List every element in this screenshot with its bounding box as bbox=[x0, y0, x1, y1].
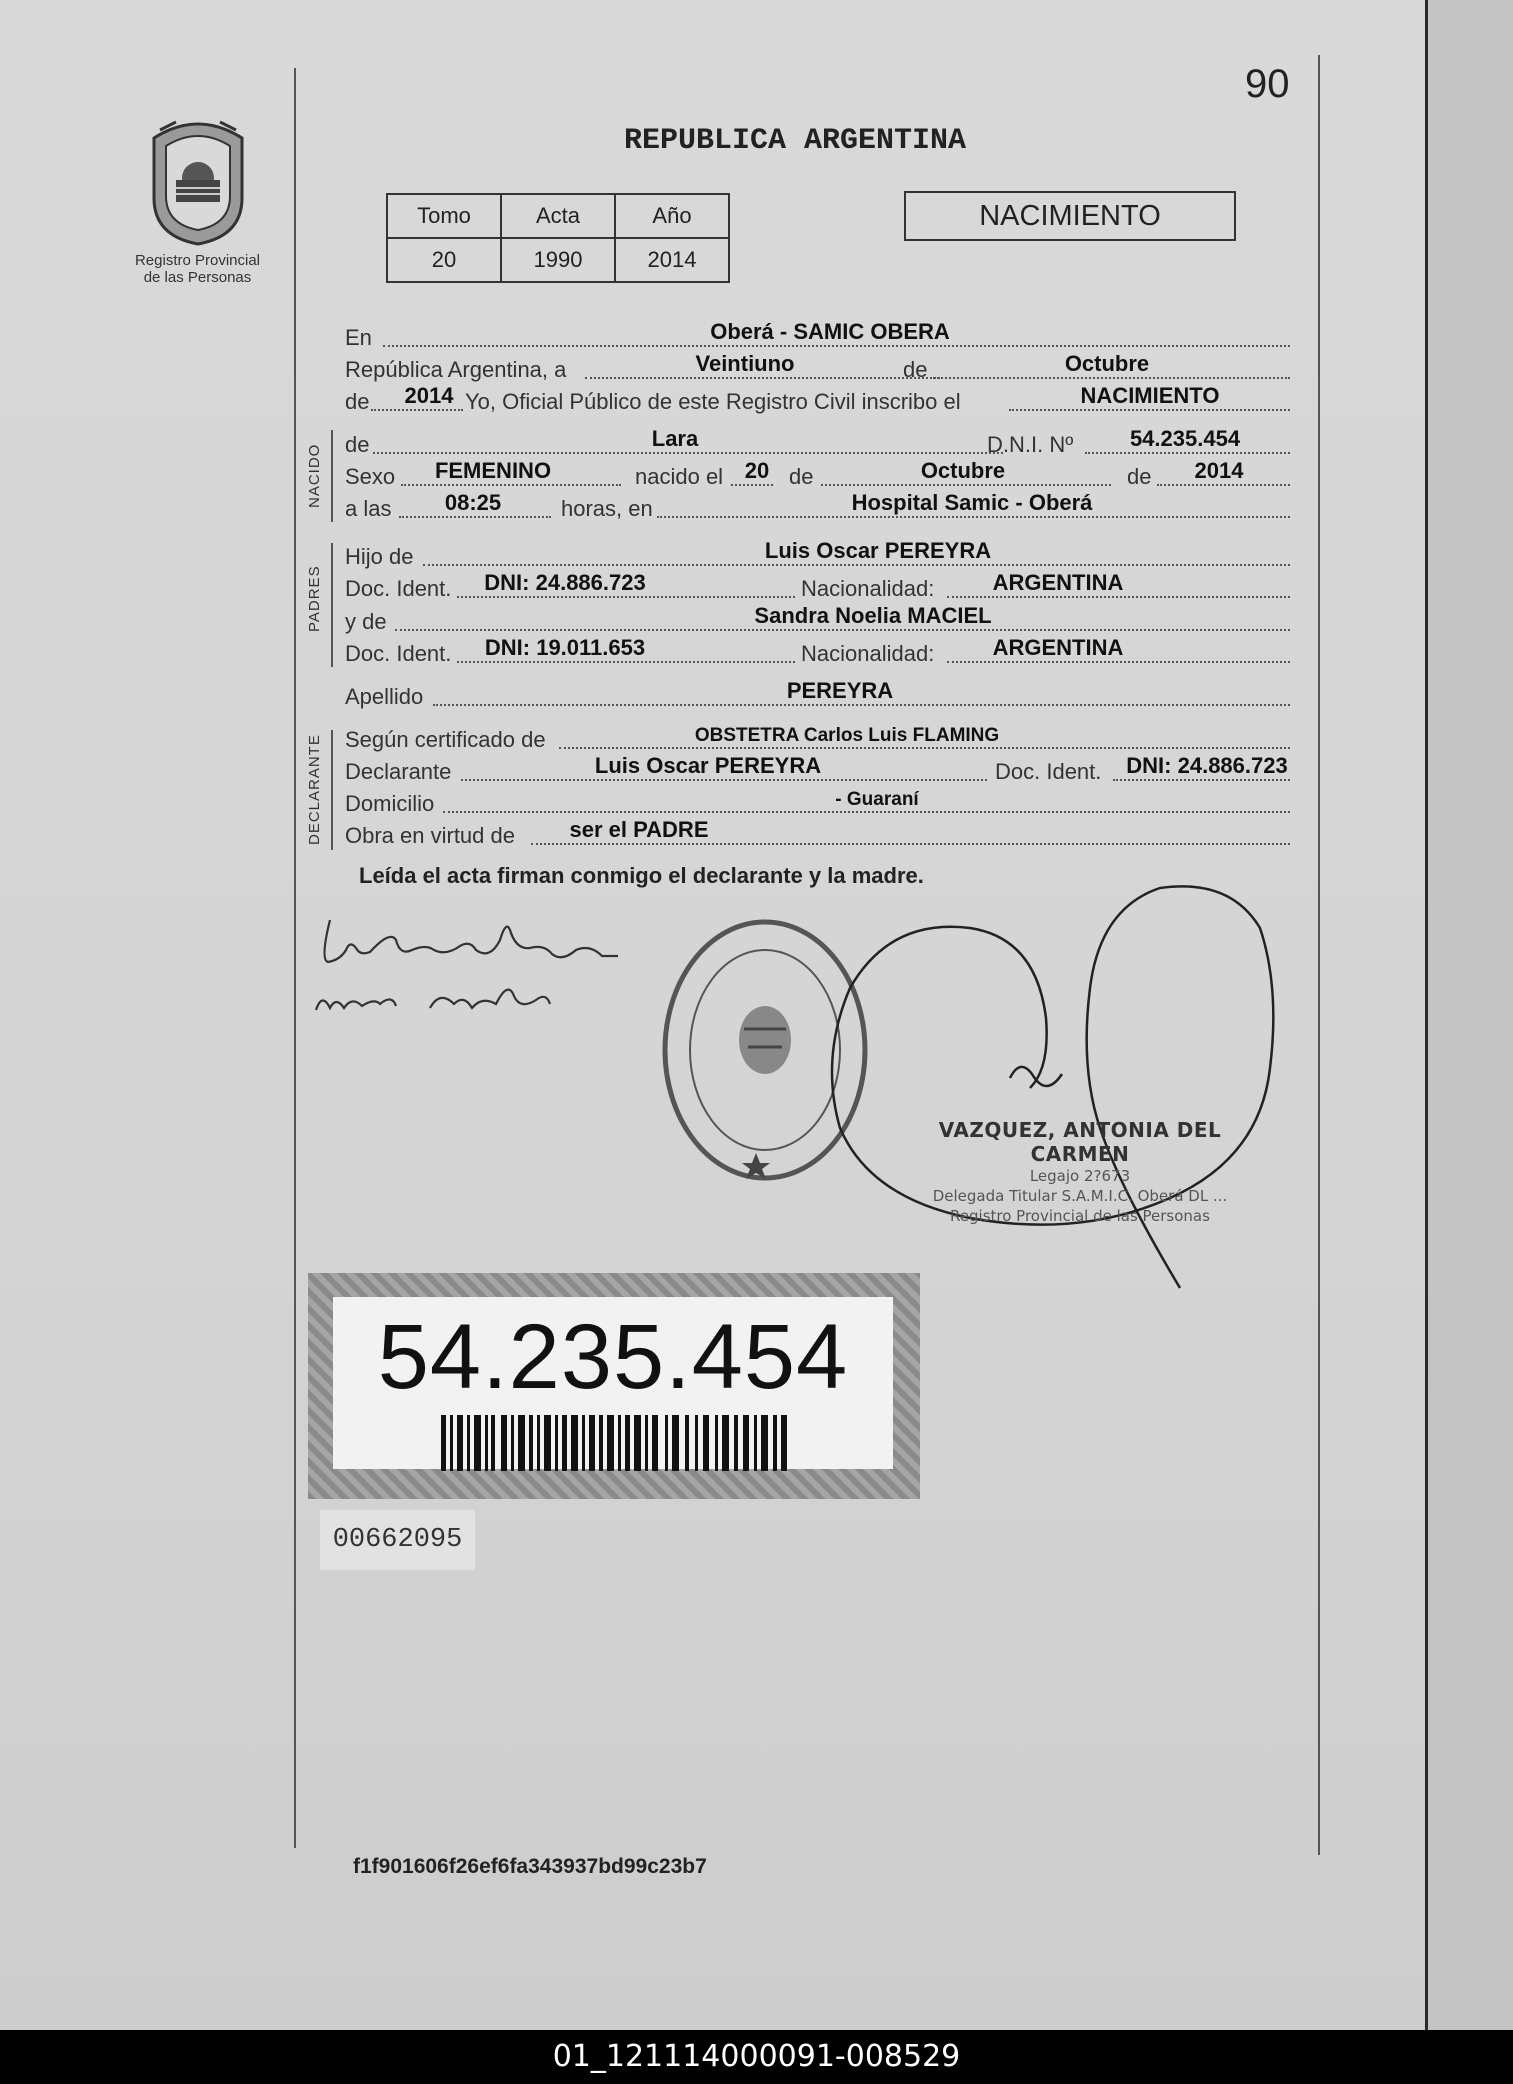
label-a-las: a las bbox=[345, 496, 392, 521]
official-registry: Registro Provincial de las Personas bbox=[950, 1207, 1210, 1225]
label-sexo: Sexo bbox=[345, 464, 396, 489]
value-birth-month: Octubre bbox=[920, 458, 1006, 483]
misiones-seal-icon bbox=[146, 118, 250, 248]
registry-header-tomo: Tomo bbox=[387, 194, 501, 238]
value-obra: ser el PADRE bbox=[569, 817, 709, 842]
label-declarante-doc: Doc. Ident. bbox=[995, 759, 1102, 784]
official-role: Delegada Titular S.A.M.I.C. Oberá DL ... bbox=[932, 1187, 1228, 1205]
registry-value-acta: 1990 bbox=[501, 238, 615, 282]
label-mother-doc: Doc. Ident. bbox=[345, 641, 452, 666]
value-mother-nationality: ARGENTINA bbox=[992, 635, 1124, 660]
row-en bbox=[345, 321, 1290, 355]
dni-sticker-number: 54.235.454 bbox=[377, 1306, 849, 1408]
value-child-name: Lara bbox=[651, 426, 699, 451]
row-father bbox=[345, 540, 1290, 574]
registry-value-anio: 2014 bbox=[615, 238, 729, 282]
label-father-nationality: Nacionalidad: bbox=[801, 576, 935, 601]
registry-value-tomo: 20 bbox=[387, 238, 501, 282]
official-legajo: Legajo 2?673 bbox=[1029, 1167, 1131, 1185]
row-apellido bbox=[345, 680, 1290, 714]
official-name: VAZQUEZ, ANTONIA DEL CARMEN bbox=[938, 1118, 1222, 1166]
official-signature-stamp bbox=[900, 1118, 1260, 1226]
row-mother-doc bbox=[345, 637, 1290, 671]
label-mother-nationality: Nacionalidad: bbox=[801, 641, 935, 666]
value-father-doc: DNI: 24.886.723 bbox=[484, 570, 646, 595]
value-birth-time: 08:25 bbox=[444, 490, 502, 515]
label-father-doc: Doc. Ident. bbox=[345, 576, 452, 601]
registry-table bbox=[386, 193, 730, 283]
label-y-de: y de bbox=[345, 609, 387, 634]
label-de-name: de bbox=[345, 432, 370, 457]
value-certificado: OBSTETRA Carlos Luis FLAMING bbox=[694, 725, 1000, 746]
value-declarante-doc: DNI: 24.886.723 bbox=[1126, 753, 1288, 778]
label-certificado: Según certificado de bbox=[345, 727, 546, 752]
row-inscribo bbox=[345, 385, 1290, 419]
label-de-birth-month: de bbox=[789, 464, 814, 489]
value-year: 2014 bbox=[404, 383, 454, 408]
row-nacido-sexo bbox=[345, 460, 1290, 494]
label-de-year: de bbox=[345, 389, 370, 414]
label-hijo-de: Hijo de bbox=[345, 544, 414, 569]
document-title: REPUBLICA ARGENTINA bbox=[623, 124, 967, 158]
value-mother-name: Sandra Noelia MACIEL bbox=[754, 603, 992, 628]
value-birth-year: 2014 bbox=[1194, 458, 1244, 483]
value-inscribo: NACIMIENTO bbox=[1080, 383, 1220, 408]
file-id-bar: 01_121114000091-008529 bbox=[0, 2030, 1513, 2084]
barcode bbox=[441, 1415, 801, 1471]
label-dni: D.N.I. Nº bbox=[987, 432, 1074, 457]
page-number: 90 bbox=[1245, 62, 1290, 106]
label-inscribo: Yo, Oficial Público de este Registro Civil inscribo el bbox=[465, 389, 961, 414]
value-day-words: Veintiuno bbox=[695, 351, 795, 376]
document-type-box: NACIMIENTO bbox=[904, 191, 1236, 241]
serial-number-label: 00662095 bbox=[320, 1510, 475, 1570]
value-declarante: Luis Oscar PEREYRA bbox=[594, 753, 822, 778]
value-mother-doc: DNI: 19.011.653 bbox=[484, 635, 646, 660]
value-month: Octubre bbox=[1064, 351, 1150, 376]
row-nacido-hora bbox=[345, 492, 1290, 526]
row-mother bbox=[345, 605, 1290, 639]
label-domicilio: Domicilio bbox=[345, 791, 435, 816]
declarant-signature bbox=[300, 900, 640, 1050]
value-apellido: PEREYRA bbox=[786, 678, 894, 703]
label-apellido: Apellido bbox=[345, 684, 424, 709]
page-edge bbox=[1425, 0, 1513, 2030]
value-birth-day: 20 bbox=[744, 458, 770, 483]
row-domicilio bbox=[345, 787, 1290, 821]
official-signature bbox=[800, 868, 1320, 1298]
label-en: En bbox=[345, 325, 372, 350]
section-label-declarante: DECLARANTE bbox=[306, 734, 323, 845]
row-certificado bbox=[345, 723, 1290, 757]
label-horas-en: horas, en bbox=[561, 496, 653, 521]
value-father-name: Luis Oscar PEREYRA bbox=[764, 538, 992, 563]
row-obra bbox=[345, 819, 1290, 853]
registry-logo bbox=[130, 118, 265, 286]
label-declarante: Declarante bbox=[345, 759, 452, 784]
label-republica: República Argentina, a bbox=[345, 357, 567, 382]
value-domicilio: - Guaraní bbox=[835, 789, 919, 810]
row-father-doc bbox=[345, 572, 1290, 606]
registry-header-acta: Acta bbox=[501, 194, 615, 238]
row-republica bbox=[345, 353, 1290, 387]
section-label-padres: PADRES bbox=[306, 565, 323, 632]
row-declarante bbox=[345, 755, 1290, 789]
document-hash: f1f901606f26ef6fa343937bd99c23b7 bbox=[353, 1855, 707, 1878]
closing-statement: Leída el acta firman conmigo el declarante y la madre. bbox=[359, 863, 924, 888]
section-label-nacido: NACIDO bbox=[306, 443, 323, 508]
row-nacido-name bbox=[345, 428, 1290, 462]
value-sexo: FEMENINO bbox=[434, 458, 552, 483]
logo-caption-line1: Registro Provincial bbox=[134, 252, 261, 269]
value-birth-place: Hospital Samic - Oberá bbox=[851, 490, 1093, 515]
registry-header-anio: Año bbox=[615, 194, 729, 238]
left-margin-line bbox=[294, 68, 296, 1848]
label-nacido-el: nacido el bbox=[635, 464, 724, 489]
dni-sticker bbox=[308, 1273, 920, 1499]
value-father-nationality: ARGENTINA bbox=[992, 570, 1124, 595]
logo-caption-line2: de las Personas bbox=[143, 269, 252, 286]
label-obra: Obra en virtud de bbox=[345, 823, 515, 848]
label-de-birth-year: de bbox=[1127, 464, 1152, 489]
value-en: Oberá - SAMIC OBERA bbox=[710, 319, 950, 344]
label-de-month: de bbox=[903, 357, 928, 382]
value-child-dni: 54.235.454 bbox=[1129, 426, 1241, 451]
